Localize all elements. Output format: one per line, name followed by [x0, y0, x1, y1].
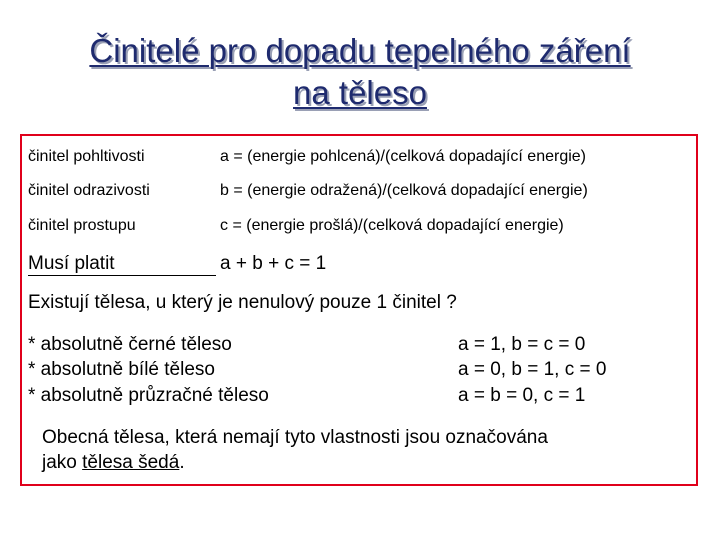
- factor-name-transmissivity: činitel prostupu: [28, 217, 136, 234]
- gray-body-term: tělesa šedá: [82, 452, 180, 473]
- note-line1: Obecná tělesa, která nemají tyto vlastnosti jsou označována: [42, 427, 548, 448]
- body-black: * absolutně černé těleso: [28, 334, 232, 355]
- body-transparent-values: a = b = 0, c = 1: [458, 385, 586, 406]
- body-white-values: a = 0, b = 1, c = 0: [458, 359, 607, 380]
- factor-formula-transmissivity: c = (energie prošlá)/(celková dopadající energie): [220, 217, 564, 234]
- factor-formula-absorptivity: a = (energie pohlcená)/(celková dopadající energie): [220, 148, 587, 165]
- must-hold-equation: a + b + c = 1: [220, 253, 327, 274]
- body-transparent: * absolutně průzračné těleso: [28, 385, 269, 406]
- factor-formula-reflectivity: b = (energie odražená)/(celková dopadající energie): [220, 182, 588, 199]
- body-white: * absolutně bílé těleso: [28, 359, 215, 380]
- factor-name-absorptivity: činitel pohltivosti: [28, 148, 145, 165]
- must-hold-label: Musí platit: [28, 253, 216, 276]
- note-line2-prefix: jako: [42, 452, 83, 473]
- factor-name-reflectivity: činitel odrazivosti: [28, 182, 150, 199]
- note-line2: [42, 452, 185, 474]
- slide-title-line1: Činitelé pro dopadu tepelného záření: [89, 32, 631, 69]
- question-text: Existují tělesa, u který je nenulový pouze 1 činitel ?: [28, 292, 457, 313]
- body-black-values: a = 1, b = c = 0: [458, 334, 586, 355]
- note-line2-suffix: .: [179, 452, 185, 473]
- slide-title-line2: na těleso: [293, 74, 427, 111]
